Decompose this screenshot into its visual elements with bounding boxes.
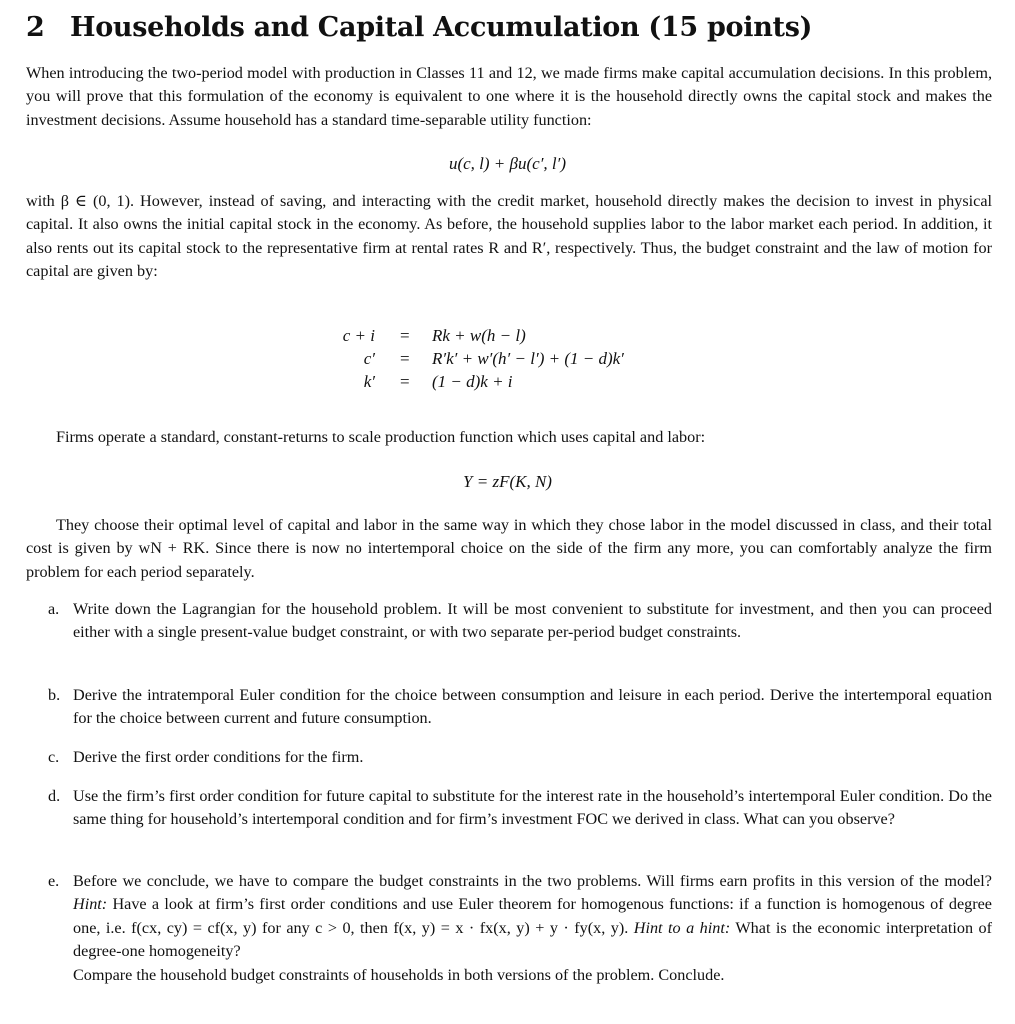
- section-number: 2: [26, 12, 45, 43]
- constraint-equals: =: [400, 326, 410, 345]
- item-text: Use the firm’s first order condition for future capital to substitute for the interest rate in the household’s intertemporal Euler condition. Do the same thing for household’s intertemporal condition and for firm’s investment FOC we derived in class. What can you observe?: [73, 787, 992, 829]
- item-text: Derive the intratemporal Euler condition for the choice between consumption and leisure in each period. Derive the intertemporal equation for the choice between current and future consumption.: [73, 686, 992, 728]
- item-e-text-3: What is the economic interpretation of degree-one homogeneity?: [73, 918, 992, 961]
- constraint-row: [0, 326, 1015, 349]
- item-label: e.: [48, 872, 60, 890]
- item-e-text-4: Compare the household budget constraints of households in both versions of the problem. Conclude.: [73, 965, 725, 984]
- item-e-text-1: Before we conclude, we have to compare the budget constraints in the two problems. Will firms earn profits in this version of the model?: [73, 872, 992, 890]
- hint-label: Hint:: [73, 895, 108, 914]
- household-paragraph: with β ∈ (0, 1). However, instead of saving, and interacting with the credit market, household directly makes the decision to invest in physical capital. It also owns the initial capital stock in the economy. As before, the household supplies labor to the labor market each period. In addition, it also rents out its capital stock to the representative firm at rental rates R and R′, respectively. Thus, the budget constraint and the law of motion for capital are given by:: [26, 192, 992, 281]
- item-label: d.: [48, 787, 61, 805]
- list-item-c: [48, 746, 992, 769]
- constraint-row: [0, 349, 1015, 372]
- section-heading: [26, 12, 812, 43]
- list-item-d: [48, 785, 992, 832]
- production-equation: Y = zF(K, N): [463, 472, 552, 491]
- intro-paragraph: When introducing the two-period model with production in Classes 11 and 12, we made firms make capital accumulation decisions. In this problem, you will prove that this formulation of the economy is equivalent to one where it is the household directly owns the capital stock and makes the investment decisions. Assume household has a standard time-separable utility function:: [26, 64, 992, 129]
- item-label: b.: [48, 686, 61, 704]
- constraint-lhs: k′: [363, 372, 375, 391]
- list-item-a: [48, 598, 992, 645]
- item-label: a.: [48, 600, 60, 618]
- item-e-text-2: Have a look at firm’s first order conditions and use Euler theorem for homogenous functions: if a function is homogenous of degree one, i.e. f(cx, cy) = cf(x, y) for any c > 0, then f(x, y) = x · fx(x, y) + y · fy(x, y).: [73, 895, 992, 937]
- item-text: [73, 870, 992, 987]
- constraint-rhs: (1 − d)k + i: [432, 372, 513, 391]
- item-label: c.: [48, 748, 60, 766]
- list-item-e: [48, 870, 992, 987]
- hint-to-hint-label: Hint to a hint:: [633, 918, 731, 937]
- constraint-lhs: c + i: [342, 326, 375, 345]
- budget-constraints: [0, 326, 1015, 395]
- constraint-equals: =: [400, 372, 410, 391]
- item-text: Write down the Lagrangian for the household problem. It will be most convenient to substitute for investment, and then you can proceed either with a single present-value budget constraint, or with two separate per-period budget constraints.: [73, 600, 992, 642]
- constraint-lhs: c′: [363, 349, 375, 368]
- item-text: Derive the first order conditions for the firm.: [73, 748, 364, 766]
- utility-equation: u(c, l) + βu(c′, l′): [448, 154, 567, 173]
- firms-intro-paragraph: Firms operate a standard, constant-returns to scale production function which uses capital and labor:: [56, 428, 706, 446]
- constraint-rhs: R′k′ + w′(h′ − l′) + (1 − d)k′: [432, 349, 624, 368]
- list-item-b: [48, 684, 992, 731]
- constraint-row: [0, 372, 1015, 395]
- firms-paragraph: They choose their optimal level of capital and labor in the same way in which they chose labor in the model discussed in class, and their total cost is given by wN + RK. Since there is now no intertemporal choice on the side of the firm any more, you can comfortably analyze the firm problem for each period separately.: [26, 516, 992, 581]
- constraint-rhs: Rk + w(h − l): [432, 326, 526, 345]
- section-title: Households and Capital Accumulation (15 points): [70, 12, 813, 43]
- constraint-equals: =: [400, 349, 410, 368]
